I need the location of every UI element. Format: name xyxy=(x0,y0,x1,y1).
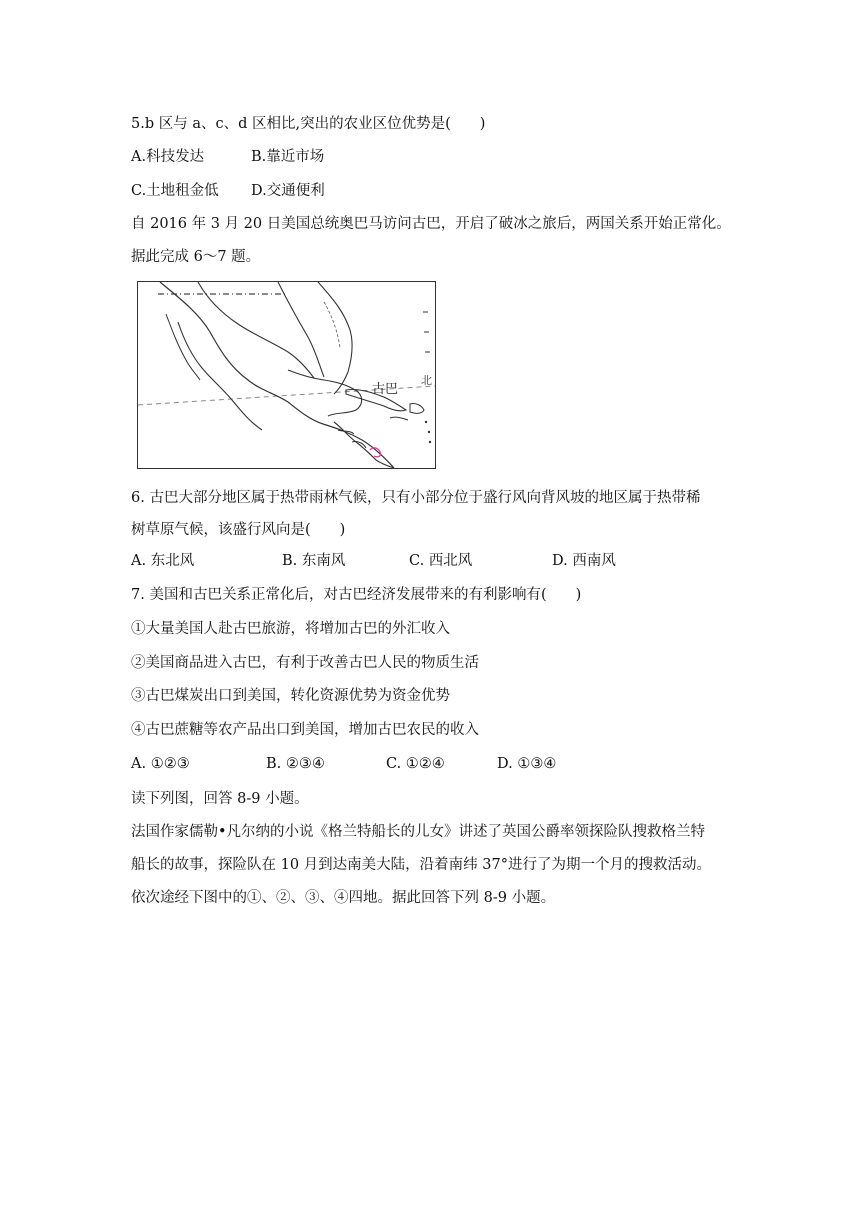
q7-item-3: ③古巴煤炭出口到美国，转化资源优势为资金优势 xyxy=(131,688,450,704)
intro89-line2: 法国作家儒勒•凡尔纳的小说《格兰特船长的儿女》讲述了英国公爵率领探险队搜救格兰特 xyxy=(131,824,706,840)
q6-option-a: A. 东北风 xyxy=(131,553,195,569)
cuba-map xyxy=(137,281,436,469)
intro67-line1: 自 2016 年 3 月 20 日美国总统奥巴马访问古巴，开启了破冰之旅后，两国关系开始正常化。 xyxy=(131,216,731,232)
q6-option-b: B. 东南风 xyxy=(282,553,346,569)
intro67-line2: 据此完成 6～7 题。 xyxy=(131,249,261,265)
q7-option-d: D. ①③④ xyxy=(497,756,557,772)
q5-stem: 5.b 区与 a、c、d 区相比,突出的农业区位优势是( ) xyxy=(131,116,486,132)
map-label-cuba: 古巴 xyxy=(372,382,399,397)
q6-stem-line1: 6. 古巴大部分地区属于热带雨林气候，只有小部分位于盛行风向背风坡的地区属于热带稀 xyxy=(131,490,701,506)
q7-option-b: B. ②③④ xyxy=(266,756,325,772)
intro89-line4: 依次途经下图中的①、②、③、④四地。据此回答下列 8-9 小题。 xyxy=(131,890,556,906)
q6-option-c: C. 西北风 xyxy=(409,553,473,569)
q5-option-a: A.科技发达 xyxy=(131,149,205,165)
q7-option-a: A. ①②③ xyxy=(131,756,190,772)
intro89-line1: 读下列图，回答 8-9 小题。 xyxy=(131,791,309,807)
map-drawing xyxy=(138,282,435,468)
q7-item-2: ②美国商品进入古巴，有利于改善古巴人民的物质生活 xyxy=(131,655,479,671)
q6-stem-line2: 树草原气候，该盛行风向是( ) xyxy=(131,522,346,538)
intro89-line3: 船长的故事，探险队在 10 月到达南美大陆，沿着南纬 37°进行了为期一个月的搜救活动。 xyxy=(131,857,711,873)
q7-option-c: C. ①②④ xyxy=(386,756,445,772)
q5-option-d: D.交通便利 xyxy=(251,183,325,199)
q6-option-d: D. 西南风 xyxy=(552,553,616,569)
q7-stem: 7. 美国和古巴关系正常化后，对古巴经济发展带来的有利影响有( ) xyxy=(131,587,582,603)
q7-item-1: ①大量美国人赴古巴旅游，将增加古巴的外汇收入 xyxy=(131,621,450,637)
map-label-edge: 北 xyxy=(421,374,432,387)
q5-option-c: C.土地租金低 xyxy=(131,183,219,199)
q5-option-b: B.靠近市场 xyxy=(251,149,325,165)
q7-item-4: ④古巴蔗糖等农产品出口到美国，增加古巴农民的收入 xyxy=(131,722,479,738)
